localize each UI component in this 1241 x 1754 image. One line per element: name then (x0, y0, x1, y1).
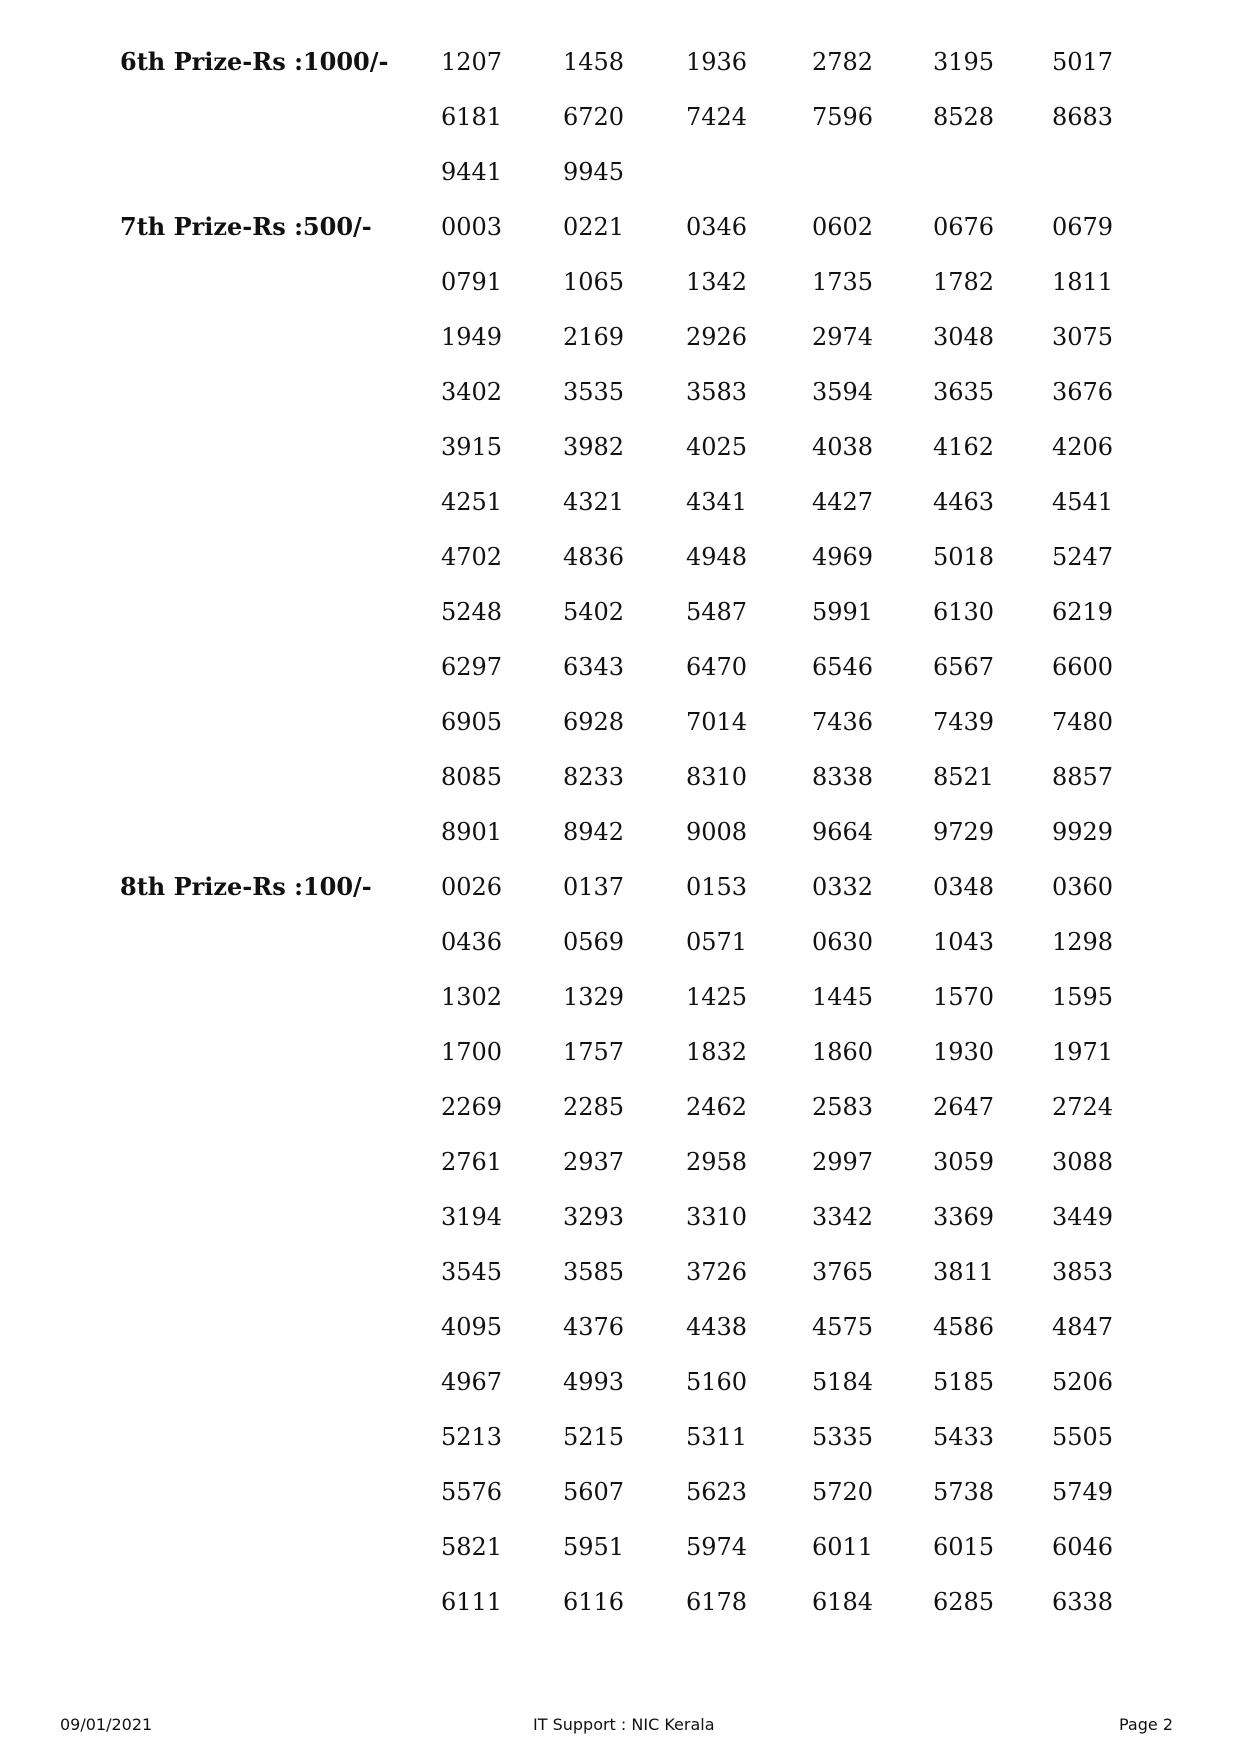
ticket-number: 1700 (441, 1038, 503, 1066)
ticket-number: 0026 (441, 873, 503, 901)
prize-label: 8th Prize-Rs :100/- (120, 872, 372, 901)
number-row (0, 598, 1241, 626)
ticket-number: 4438 (686, 1313, 748, 1341)
ticket-number: 2761 (441, 1148, 503, 1176)
ticket-number: 1860 (812, 1038, 874, 1066)
number-row (0, 1423, 1241, 1451)
ticket-number: 0153 (686, 873, 748, 901)
ticket-number: 0436 (441, 928, 503, 956)
number-row (0, 1588, 1241, 1616)
ticket-number: 6546 (812, 653, 874, 681)
footer-page-number: Page 2 (1119, 1715, 1173, 1734)
ticket-number: 6184 (812, 1588, 874, 1616)
ticket-number: 4948 (686, 543, 748, 571)
ticket-number: 5402 (563, 598, 625, 626)
ticket-number: 4463 (933, 488, 995, 516)
ticket-number: 3585 (563, 1258, 625, 1286)
number-row (0, 1313, 1241, 1341)
ticket-number: 0571 (686, 928, 748, 956)
ticket-number: 0676 (933, 213, 995, 241)
ticket-number: 6046 (1052, 1533, 1114, 1561)
ticket-number: 7014 (686, 708, 748, 736)
ticket-number: 3545 (441, 1258, 503, 1286)
ticket-number: 4575 (812, 1313, 874, 1341)
number-row (0, 1093, 1241, 1121)
number-row (0, 1038, 1241, 1066)
ticket-number: 2169 (563, 323, 625, 351)
ticket-number: 6297 (441, 653, 503, 681)
ticket-number: 2269 (441, 1093, 503, 1121)
ticket-number: 5160 (686, 1368, 748, 1396)
ticket-number: 4993 (563, 1368, 625, 1396)
ticket-number: 4967 (441, 1368, 503, 1396)
ticket-number: 4038 (812, 433, 874, 461)
ticket-number: 7424 (686, 103, 748, 131)
ticket-number: 3369 (933, 1203, 995, 1231)
ticket-number: 4095 (441, 1313, 503, 1341)
ticket-number: 7596 (812, 103, 874, 131)
ticket-number: 5576 (441, 1478, 503, 1506)
number-row (0, 1203, 1241, 1231)
ticket-number: 6285 (933, 1588, 995, 1616)
ticket-number: 6600 (1052, 653, 1114, 681)
number-row (0, 433, 1241, 461)
ticket-number: 9664 (812, 818, 874, 846)
footer-support: IT Support : NIC Kerala (533, 1715, 715, 1734)
ticket-number: 8683 (1052, 103, 1114, 131)
ticket-number: 8528 (933, 103, 995, 131)
ticket-number: 5433 (933, 1423, 995, 1451)
ticket-number: 0003 (441, 213, 503, 241)
number-row (0, 323, 1241, 351)
ticket-number: 1445 (812, 983, 874, 1011)
prize-label: 7th Prize-Rs :500/- (120, 212, 372, 241)
number-row (0, 1148, 1241, 1176)
ticket-number: 0137 (563, 873, 625, 901)
ticket-number: 1302 (441, 983, 503, 1011)
ticket-number: 6567 (933, 653, 995, 681)
number-row (0, 1258, 1241, 1286)
ticket-number: 3583 (686, 378, 748, 406)
ticket-number: 4162 (933, 433, 995, 461)
ticket-number: 0791 (441, 268, 503, 296)
ticket-number: 2782 (812, 48, 874, 76)
ticket-number: 1458 (563, 48, 625, 76)
ticket-number: 5487 (686, 598, 748, 626)
ticket-number: 1832 (686, 1038, 748, 1066)
ticket-number: 8857 (1052, 763, 1114, 791)
ticket-number: 3402 (441, 378, 503, 406)
ticket-number: 6470 (686, 653, 748, 681)
ticket-number: 0630 (812, 928, 874, 956)
ticket-number: 4025 (686, 433, 748, 461)
ticket-number: 8338 (812, 763, 874, 791)
ticket-number: 4321 (563, 488, 625, 516)
ticket-number: 5185 (933, 1368, 995, 1396)
ticket-number: 1949 (441, 323, 503, 351)
ticket-number: 2285 (563, 1093, 625, 1121)
ticket-number: 0569 (563, 928, 625, 956)
ticket-number: 1342 (686, 268, 748, 296)
ticket-number: 2997 (812, 1148, 874, 1176)
ticket-number: 0332 (812, 873, 874, 901)
ticket-number: 6130 (933, 598, 995, 626)
ticket-number: 3059 (933, 1148, 995, 1176)
ticket-number: 8521 (933, 763, 995, 791)
ticket-number: 0602 (812, 213, 874, 241)
ticket-number: 4341 (686, 488, 748, 516)
ticket-number: 2937 (563, 1148, 625, 1176)
ticket-number: 5974 (686, 1533, 748, 1561)
ticket-number: 3915 (441, 433, 503, 461)
ticket-number: 4541 (1052, 488, 1114, 516)
ticket-number: 1329 (563, 983, 625, 1011)
ticket-number: 5184 (812, 1368, 874, 1396)
ticket-number: 3075 (1052, 323, 1114, 351)
ticket-number: 7480 (1052, 708, 1114, 736)
ticket-number: 0360 (1052, 873, 1114, 901)
ticket-number: 5749 (1052, 1478, 1114, 1506)
prize-label: 6th Prize-Rs :1000/- (120, 47, 389, 76)
ticket-number: 7436 (812, 708, 874, 736)
ticket-number: 9729 (933, 818, 995, 846)
footer-date: 09/01/2021 (60, 1715, 153, 1734)
ticket-number: 4586 (933, 1313, 995, 1341)
ticket-number: 5206 (1052, 1368, 1114, 1396)
ticket-number: 3726 (686, 1258, 748, 1286)
ticket-number: 5951 (563, 1533, 625, 1561)
ticket-number: 3293 (563, 1203, 625, 1231)
ticket-number: 5311 (686, 1423, 748, 1451)
number-row (0, 873, 1241, 901)
ticket-number: 6905 (441, 708, 503, 736)
ticket-number: 3853 (1052, 1258, 1114, 1286)
ticket-number: 6181 (441, 103, 503, 131)
ticket-number: 1757 (563, 1038, 625, 1066)
ticket-number: 4206 (1052, 433, 1114, 461)
ticket-number: 3310 (686, 1203, 748, 1231)
ticket-number: 3088 (1052, 1148, 1114, 1176)
ticket-number: 9441 (441, 158, 503, 186)
ticket-number: 3194 (441, 1203, 503, 1231)
ticket-number: 4836 (563, 543, 625, 571)
ticket-number: 3982 (563, 433, 625, 461)
ticket-number: 4847 (1052, 1313, 1114, 1341)
ticket-number: 3811 (933, 1258, 995, 1286)
ticket-number: 1782 (933, 268, 995, 296)
ticket-number: 6338 (1052, 1588, 1114, 1616)
ticket-number: 5335 (812, 1423, 874, 1451)
ticket-number: 1971 (1052, 1038, 1114, 1066)
ticket-number: 6116 (563, 1588, 625, 1616)
number-row (0, 1533, 1241, 1561)
ticket-number: 1930 (933, 1038, 995, 1066)
ticket-number: 0346 (686, 213, 748, 241)
ticket-number: 8233 (563, 763, 625, 791)
ticket-number: 1735 (812, 268, 874, 296)
ticket-number: 4702 (441, 543, 503, 571)
ticket-number: 0679 (1052, 213, 1114, 241)
ticket-number: 5623 (686, 1478, 748, 1506)
ticket-number: 0221 (563, 213, 625, 241)
ticket-number: 8942 (563, 818, 625, 846)
ticket-number: 9945 (563, 158, 625, 186)
ticket-number: 9008 (686, 818, 748, 846)
ticket-number: 5017 (1052, 48, 1114, 76)
ticket-number: 1298 (1052, 928, 1114, 956)
ticket-number: 1425 (686, 983, 748, 1011)
ticket-number: 6343 (563, 653, 625, 681)
number-row (0, 378, 1241, 406)
ticket-number: 1595 (1052, 983, 1114, 1011)
ticket-number: 5720 (812, 1478, 874, 1506)
number-row (0, 48, 1241, 76)
ticket-number: 1936 (686, 48, 748, 76)
number-row (0, 928, 1241, 956)
ticket-number: 1043 (933, 928, 995, 956)
ticket-number: 1570 (933, 983, 995, 1011)
ticket-number: 7439 (933, 708, 995, 736)
ticket-number: 2926 (686, 323, 748, 351)
number-row (0, 708, 1241, 736)
number-row (0, 1368, 1241, 1396)
ticket-number: 3048 (933, 323, 995, 351)
ticket-number: 5821 (441, 1533, 503, 1561)
ticket-number: 8901 (441, 818, 503, 846)
number-row (0, 268, 1241, 296)
ticket-number: 4427 (812, 488, 874, 516)
ticket-number: 5607 (563, 1478, 625, 1506)
ticket-number: 5991 (812, 598, 874, 626)
number-row (0, 543, 1241, 571)
ticket-number: 8310 (686, 763, 748, 791)
ticket-number: 5215 (563, 1423, 625, 1451)
number-row (0, 103, 1241, 131)
ticket-number: 6178 (686, 1588, 748, 1616)
number-row (0, 763, 1241, 791)
ticket-number: 5248 (441, 598, 503, 626)
ticket-number: 4251 (441, 488, 503, 516)
ticket-number: 8085 (441, 763, 503, 791)
ticket-number: 2647 (933, 1093, 995, 1121)
ticket-number: 5247 (1052, 543, 1114, 571)
ticket-number: 2974 (812, 323, 874, 351)
ticket-number: 2462 (686, 1093, 748, 1121)
ticket-number: 3594 (812, 378, 874, 406)
ticket-number: 0348 (933, 873, 995, 901)
ticket-number: 3535 (563, 378, 625, 406)
ticket-number: 6111 (441, 1588, 503, 1616)
number-row (0, 213, 1241, 241)
ticket-number: 3342 (812, 1203, 874, 1231)
ticket-number: 6011 (812, 1533, 874, 1561)
ticket-number: 2583 (812, 1093, 874, 1121)
ticket-number: 4376 (563, 1313, 625, 1341)
number-row (0, 818, 1241, 846)
number-row (0, 488, 1241, 516)
ticket-number: 3676 (1052, 378, 1114, 406)
ticket-number: 3195 (933, 48, 995, 76)
ticket-number: 6720 (563, 103, 625, 131)
ticket-number: 2958 (686, 1148, 748, 1176)
ticket-number: 3765 (812, 1258, 874, 1286)
ticket-number: 6219 (1052, 598, 1114, 626)
ticket-number: 4969 (812, 543, 874, 571)
ticket-number: 6015 (933, 1533, 995, 1561)
number-row (0, 158, 1241, 186)
number-row (0, 653, 1241, 681)
ticket-number: 1207 (441, 48, 503, 76)
number-row (0, 1478, 1241, 1506)
ticket-number: 5018 (933, 543, 995, 571)
ticket-number: 9929 (1052, 818, 1114, 846)
ticket-number: 1811 (1052, 268, 1114, 296)
ticket-number: 3635 (933, 378, 995, 406)
ticket-number: 3449 (1052, 1203, 1114, 1231)
number-row (0, 983, 1241, 1011)
ticket-number: 1065 (563, 268, 625, 296)
ticket-number: 2724 (1052, 1093, 1114, 1121)
ticket-number: 5738 (933, 1478, 995, 1506)
ticket-number: 5505 (1052, 1423, 1114, 1451)
ticket-number: 5213 (441, 1423, 503, 1451)
ticket-number: 6928 (563, 708, 625, 736)
